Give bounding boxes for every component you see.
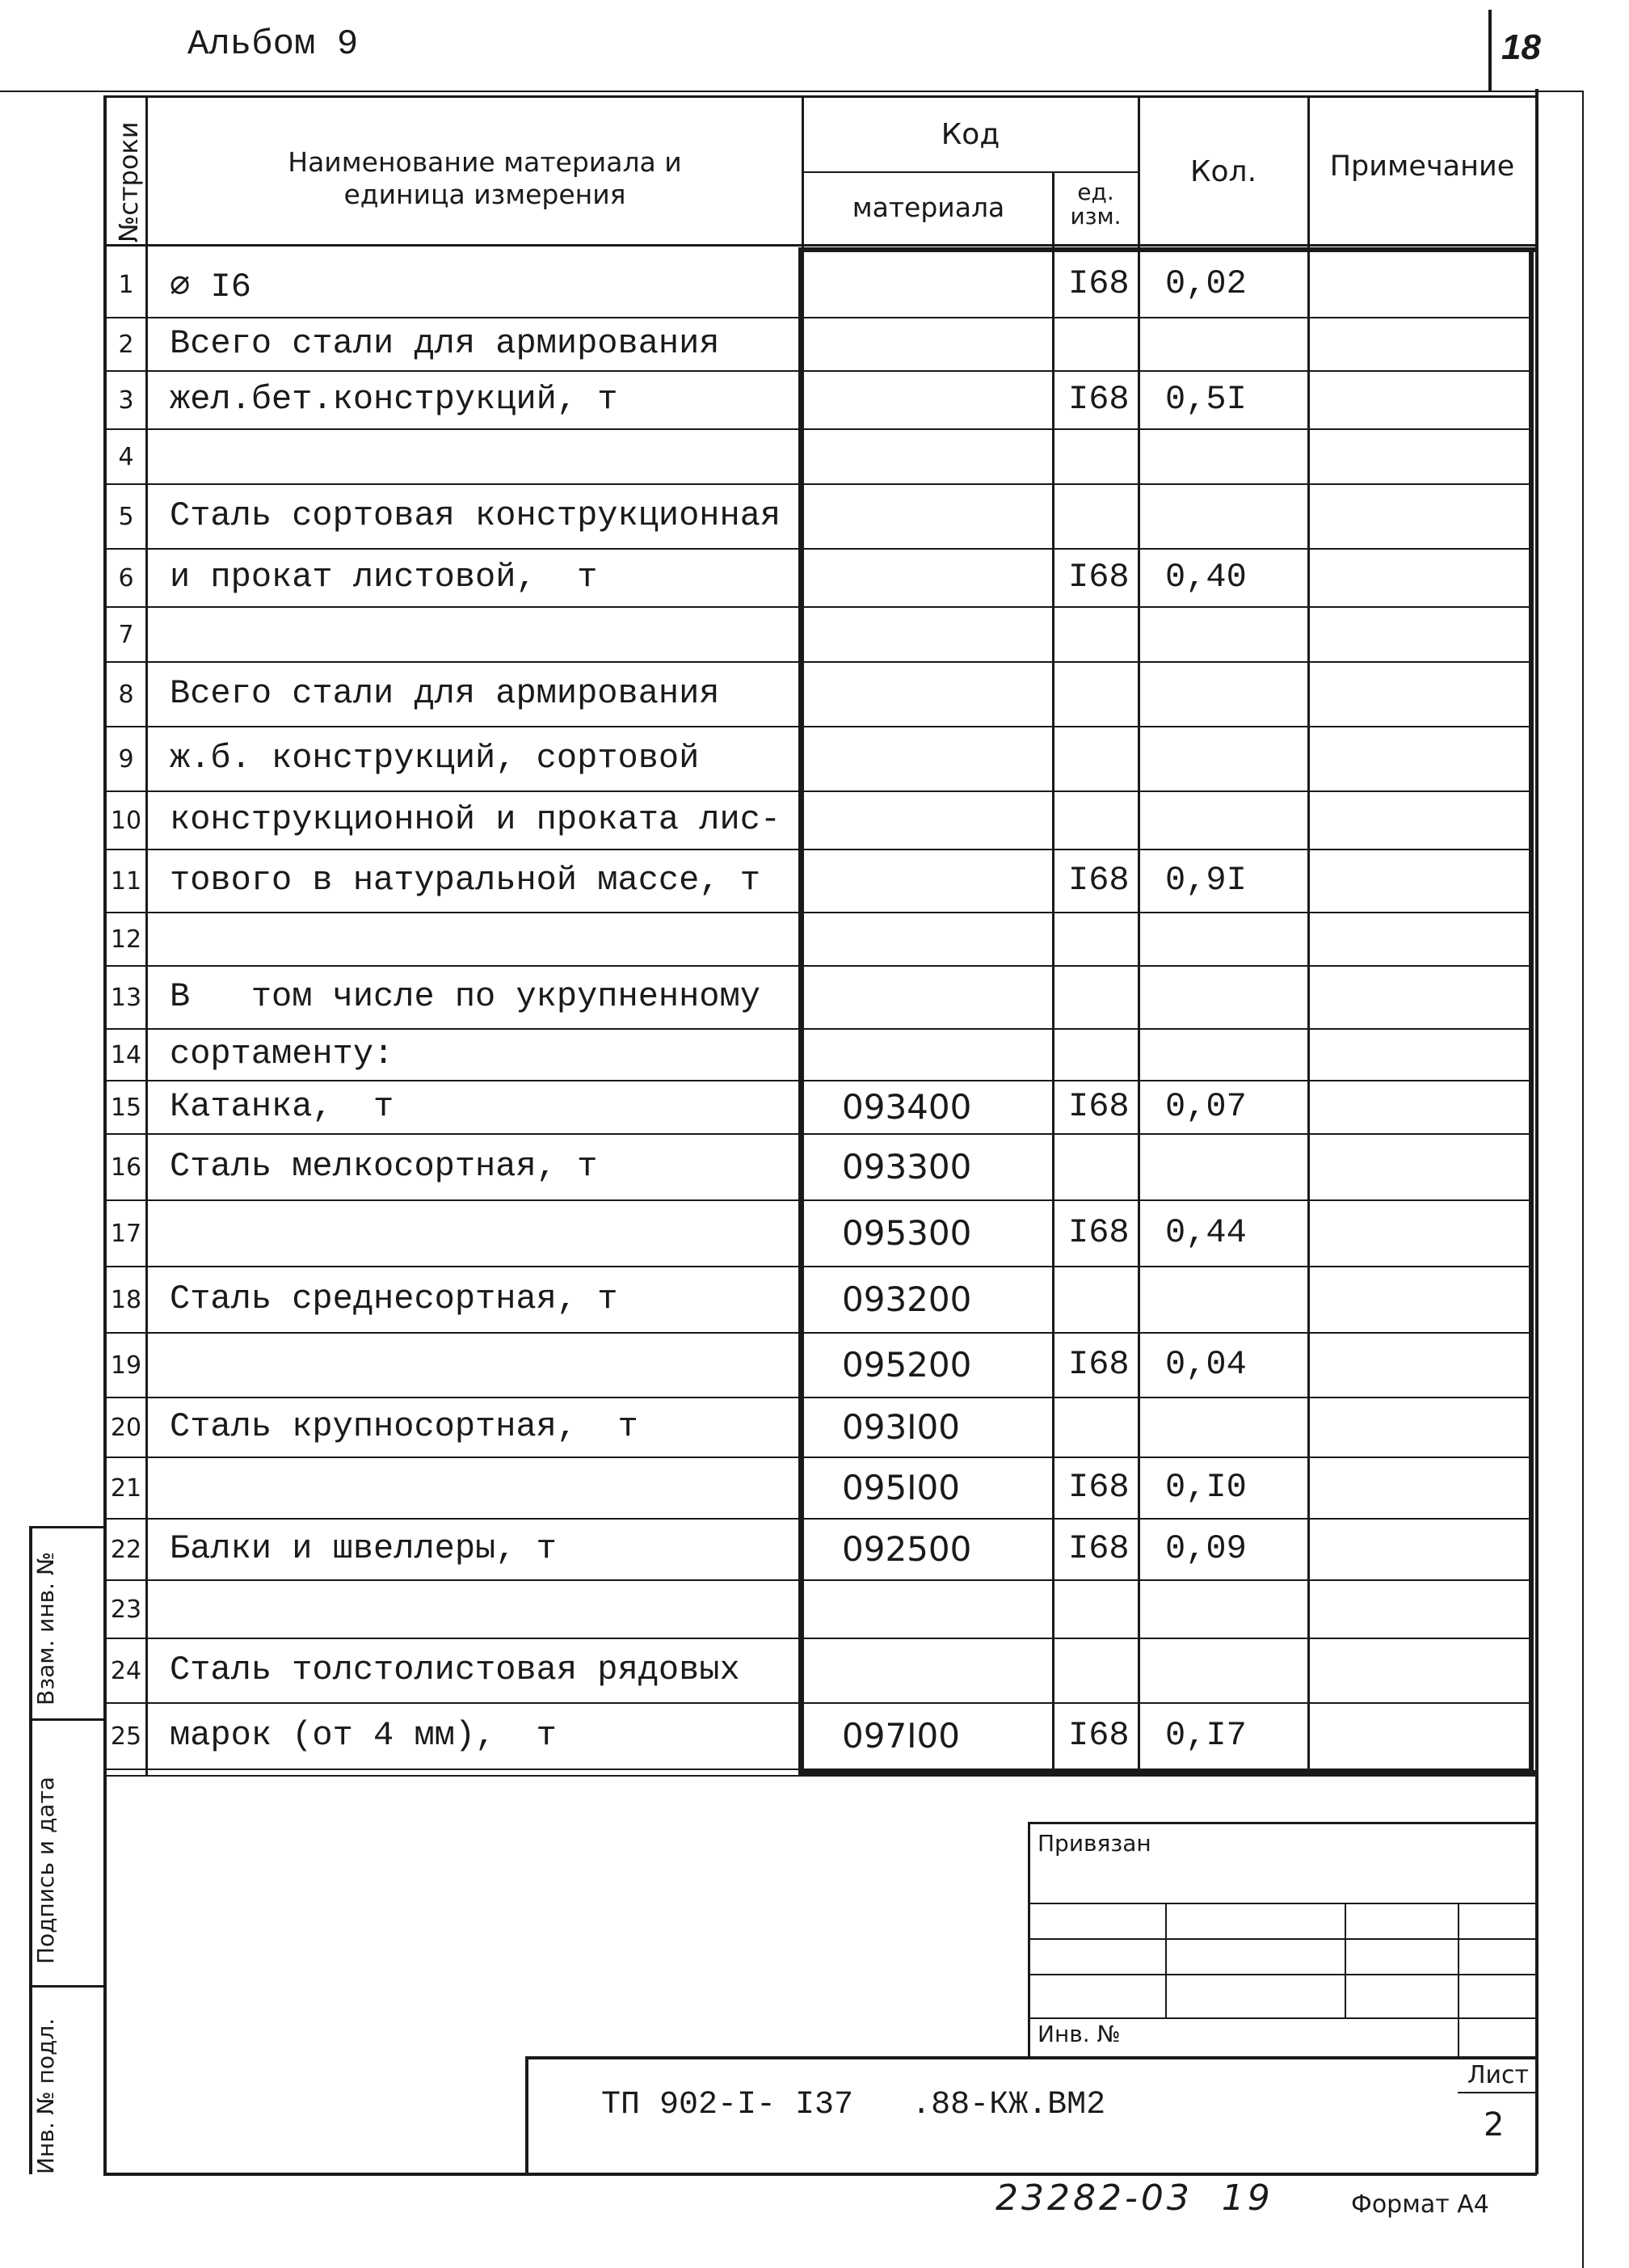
material-name: Катанка, т bbox=[170, 1087, 394, 1126]
unit-code: I68 bbox=[1068, 1213, 1130, 1252]
row-separator bbox=[103, 790, 1534, 792]
material-name: тового в натуральной массе, т bbox=[170, 861, 760, 900]
material-code: 093200 bbox=[842, 1279, 972, 1319]
quantity-value: 0,I0 bbox=[1165, 1468, 1247, 1507]
row-separator bbox=[103, 370, 1534, 372]
row-number: 4 bbox=[118, 443, 134, 471]
stamp-grid-v2 bbox=[1345, 1903, 1346, 2017]
unit-code: I68 bbox=[1068, 1468, 1130, 1507]
row-number: 13 bbox=[110, 984, 142, 1012]
stamp-grid-v3 bbox=[1458, 1903, 1459, 2056]
material-name: В том числе по укрупненному bbox=[170, 977, 760, 1016]
album-title: Альбом 9 bbox=[187, 24, 359, 65]
row-number: 7 bbox=[118, 621, 134, 649]
row-separator bbox=[103, 1579, 1534, 1581]
stamp-linked-top bbox=[1028, 1822, 1537, 1824]
material-name: Сталь мелкосортная, т bbox=[170, 1147, 598, 1186]
row-number: 16 bbox=[110, 1153, 142, 1182]
row-number: 1 bbox=[118, 271, 134, 299]
material-code: 093I00 bbox=[842, 1407, 960, 1447]
quantity-value: 0,I7 bbox=[1165, 1716, 1247, 1755]
row-separator bbox=[103, 661, 1534, 663]
side-label-replace-inv: Взам. инв. № bbox=[32, 1551, 59, 1705]
header-row-no: №строки bbox=[113, 121, 144, 242]
row-number: 21 bbox=[110, 1474, 142, 1503]
header-bottom bbox=[103, 244, 1537, 247]
row-number: 18 bbox=[110, 1286, 142, 1314]
header-quantity: Кол. bbox=[1189, 155, 1257, 188]
row-separator bbox=[103, 849, 1534, 850]
code-sub-divider bbox=[802, 171, 1138, 173]
header-code-unit-2: изм. bbox=[1070, 203, 1122, 230]
material-name: Сталь среднесортная, т bbox=[170, 1279, 618, 1318]
unit-code: I68 bbox=[1068, 1345, 1130, 1384]
row-number: 25 bbox=[110, 1722, 142, 1751]
row-number: 19 bbox=[110, 1351, 142, 1380]
page-number: 18 bbox=[1501, 27, 1541, 67]
side-block-top bbox=[29, 1526, 105, 1528]
row-separator bbox=[103, 606, 1534, 608]
side-block-sep1 bbox=[29, 1718, 105, 1721]
row-number: 10 bbox=[110, 807, 142, 835]
qty-left-divider bbox=[1138, 95, 1140, 1777]
row-number: 12 bbox=[110, 925, 142, 954]
row-number: 3 bbox=[118, 386, 134, 415]
material-name: и прокат листовой, т bbox=[170, 558, 598, 597]
material-code: 093300 bbox=[842, 1147, 972, 1187]
side-label-sign-date: Подпись и дата bbox=[32, 1777, 59, 1964]
row-number: 14 bbox=[110, 1041, 142, 1069]
note-left-divider bbox=[1307, 95, 1310, 1777]
data-left-thick bbox=[798, 247, 803, 1775]
quantity-value: 0,04 bbox=[1165, 1345, 1247, 1384]
header-note: Примечание bbox=[1329, 150, 1515, 183]
quantity-value: 0,09 bbox=[1165, 1529, 1247, 1568]
row-separator bbox=[103, 1332, 1534, 1334]
material-name: Всего стали для армирования bbox=[170, 674, 720, 713]
row-separator bbox=[103, 912, 1534, 913]
stamp-doc-code: ТП 902-I- I37 .88-КЖ.ВМ2 bbox=[601, 2087, 1106, 2123]
unit-code: I68 bbox=[1068, 1716, 1130, 1755]
row-separator bbox=[103, 548, 1534, 550]
material-code: 092500 bbox=[842, 1529, 972, 1569]
row-number: 23 bbox=[110, 1596, 142, 1624]
header-name-line2: единица измерения bbox=[343, 179, 626, 210]
header-name-line1: Наименование материала и bbox=[288, 146, 682, 178]
unit-code: I68 bbox=[1068, 1087, 1130, 1126]
row-number: 22 bbox=[110, 1536, 142, 1564]
material-code: 095200 bbox=[842, 1345, 972, 1385]
material-code: 093400 bbox=[842, 1087, 972, 1127]
table-bottom bbox=[103, 1775, 1537, 1777]
stamp-main-top bbox=[525, 2056, 1537, 2059]
row-number: 20 bbox=[110, 1414, 142, 1442]
unit-code: I68 bbox=[1068, 1529, 1130, 1568]
material-name: ж.б. конструкций, сортовой bbox=[170, 739, 700, 778]
stamp-grid-1 bbox=[1028, 1903, 1537, 1904]
footer-format: Формат А4 bbox=[1351, 2190, 1489, 2219]
stamp-inv-label: Инв. № bbox=[1038, 2021, 1121, 2047]
row-number: 9 bbox=[118, 745, 134, 774]
page-number-divider bbox=[1488, 10, 1492, 91]
material-name: Сталь сортовая конструкционная bbox=[170, 496, 781, 535]
row-separator bbox=[103, 1266, 1534, 1267]
unit-code: I68 bbox=[1068, 380, 1130, 419]
row-number: 15 bbox=[110, 1094, 142, 1122]
quantity-value: 0,02 bbox=[1165, 264, 1247, 303]
top-rule bbox=[0, 91, 1584, 92]
row-separator bbox=[103, 1028, 1534, 1030]
row-separator bbox=[103, 428, 1534, 430]
row-separator bbox=[103, 483, 1534, 485]
row-number: 5 bbox=[118, 503, 134, 531]
stamp-grid-4 bbox=[1028, 2017, 1537, 2019]
row-separator bbox=[103, 1518, 1534, 1520]
quantity-value: 0,44 bbox=[1165, 1213, 1247, 1252]
unit-code: I68 bbox=[1068, 861, 1130, 900]
row-separator bbox=[103, 965, 1534, 967]
stamp-grid-2 bbox=[1028, 1938, 1537, 1940]
material-name: Сталь крупносортная, т bbox=[170, 1407, 638, 1446]
row-separator bbox=[103, 1456, 1534, 1458]
material-name: жел.бет.конструкций, т bbox=[170, 380, 618, 419]
rownum-divider bbox=[145, 95, 148, 1777]
row-number: 6 bbox=[118, 564, 134, 592]
right-border bbox=[1535, 89, 1538, 2174]
footer-handwritten-number: 23282-03 19 bbox=[996, 2177, 1273, 2219]
material-code: 095300 bbox=[842, 1213, 972, 1253]
unit-code: I68 bbox=[1068, 264, 1130, 303]
row-separator bbox=[103, 317, 1534, 318]
material-code: 095I00 bbox=[842, 1468, 960, 1507]
data-right-thick bbox=[1529, 247, 1534, 1775]
row-separator bbox=[103, 1133, 1534, 1135]
quantity-value: 0,40 bbox=[1165, 558, 1247, 597]
quantity-value: 0,07 bbox=[1165, 1087, 1247, 1126]
material-name: ∅ I6 bbox=[170, 268, 251, 306]
side-label-inv-orig: Инв. № подл. bbox=[32, 2017, 59, 2174]
row-separator bbox=[103, 1702, 1534, 1704]
data-top-thick bbox=[800, 247, 1537, 252]
material-name: сортаменту: bbox=[170, 1035, 394, 1073]
row-separator bbox=[103, 1199, 1534, 1201]
stamp-sheet-value: 2 bbox=[1484, 2106, 1505, 2144]
stamp-linked-label: Привязан bbox=[1038, 1830, 1151, 1857]
row-number: 8 bbox=[118, 681, 134, 709]
header-code-material: материала bbox=[852, 192, 1005, 223]
material-name: Балки и швеллеры, т bbox=[170, 1529, 557, 1568]
header-code: Код bbox=[941, 118, 1000, 151]
row-separator bbox=[103, 1080, 1534, 1081]
row-number: 11 bbox=[110, 867, 142, 896]
unit-code: I68 bbox=[1068, 558, 1130, 597]
row-separator bbox=[103, 1397, 1534, 1398]
stamp-sheet-label: Лист bbox=[1467, 2061, 1530, 2089]
row-separator bbox=[103, 1768, 1534, 1770]
material-name: конструкционной и проката лис- bbox=[170, 800, 781, 839]
stamp-grid-3 bbox=[1028, 1974, 1537, 1975]
material-name: Сталь толстолистовая рядовых bbox=[170, 1650, 740, 1689]
stamp-grid-v1 bbox=[1165, 1903, 1167, 2017]
row-number: 17 bbox=[110, 1220, 142, 1248]
row-separator bbox=[103, 726, 1534, 727]
material-code: 097I00 bbox=[842, 1716, 960, 1756]
row-number: 2 bbox=[118, 331, 134, 359]
row-number: 24 bbox=[110, 1657, 142, 1685]
quantity-value: 0,5I bbox=[1165, 380, 1247, 419]
side-block-sep2 bbox=[29, 1985, 105, 1988]
page-right-edge bbox=[1582, 91, 1584, 2268]
quantity-value: 0,9I bbox=[1165, 861, 1247, 900]
table-header-top bbox=[103, 95, 1537, 98]
row-separator bbox=[103, 1638, 1534, 1639]
material-name: марок (от 4 мм), т bbox=[170, 1716, 557, 1755]
stamp-main-bottom bbox=[103, 2173, 1537, 2176]
unit-left-divider bbox=[1052, 171, 1054, 1777]
stamp-sheet-sep bbox=[1458, 2092, 1537, 2093]
stamp-main-left bbox=[525, 2056, 528, 2174]
material-name: Всего стали для армирования bbox=[170, 324, 720, 363]
header-code-unit-1: ед. bbox=[1077, 179, 1114, 205]
